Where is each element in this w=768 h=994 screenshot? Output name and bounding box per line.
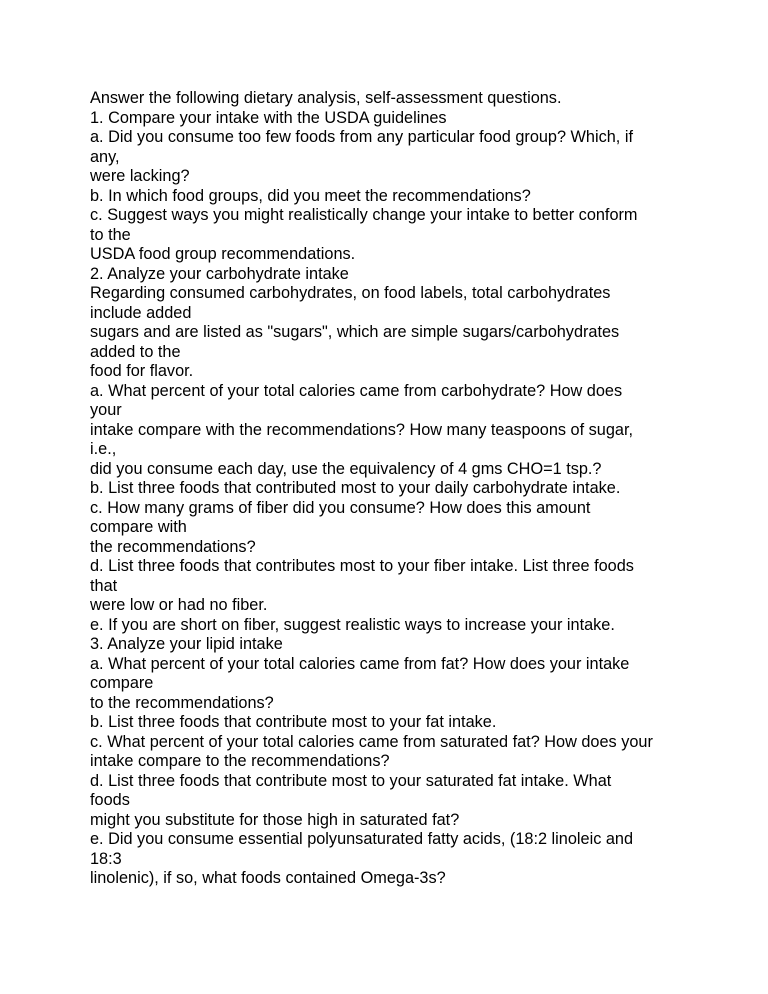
- question-2a-cont: intake compare with the recommendations? How many teaspoons of sugar,: [90, 420, 633, 439]
- question-3e-cont: 18:3: [90, 849, 122, 868]
- question-2c: c. How many grams of fiber did you consume? How does this amount: [90, 498, 591, 517]
- question-3e-cont: linolenic), if so, what foods contained Omega-3s?: [90, 869, 446, 887]
- question-3a-cont: to the recommendations?: [90, 693, 274, 712]
- question-3c: c. What percent of your total calories came from saturated fat? How does your: [90, 732, 653, 751]
- question-2a-cont: your: [90, 401, 122, 419]
- question-1c-cont: USDA food group recommendations.: [90, 245, 356, 263]
- question-3d-cont: foods: [90, 791, 130, 809]
- question-2d-cont: that: [90, 576, 118, 595]
- question-2a: a. What percent of your total calories came from carbohydrate? How does: [90, 381, 623, 400]
- question-3c-cont: intake compare to the recommendations?: [90, 752, 390, 770]
- intro-instruction: Answer the following dietary analysis, self-assessment questions.: [90, 89, 562, 107]
- question-2b: b. List three foods that contributed most to your daily carbohydrate intake.: [90, 479, 621, 497]
- question-3d: d. List three foods that contribute most to your saturated fat intake. What: [90, 771, 612, 790]
- question-1c-cont: to the: [90, 225, 131, 244]
- question-1c: c. Suggest ways you might realistically change your intake to better conform: [90, 206, 638, 224]
- question-1a-cont: any,: [90, 147, 120, 166]
- question-2e: e. If you are short on fiber, suggest realistic ways to increase your intake.: [90, 615, 615, 634]
- question-2d: d. List three foods that contributes most to your fiber intake. List three foods: [90, 557, 634, 575]
- question-2c-cont: the recommendations?: [90, 537, 256, 556]
- question-2d-cont: were low or had no fiber.: [90, 596, 268, 614]
- section-3-heading: 3. Analyze your lipid intake: [90, 635, 283, 653]
- section-2-note-cont: added to the: [90, 342, 181, 361]
- section-2-note-cont: food for flavor.: [90, 362, 194, 380]
- section-1-heading: 1. Compare your intake with the USDA guidelines: [90, 108, 447, 127]
- question-2a-cont: did you consume each day, use the equivalency of 4 gms CHO=1 tsp.?: [90, 459, 602, 478]
- question-1b: b. In which food groups, did you meet the recommendations?: [90, 186, 531, 205]
- question-1a-cont: were lacking?: [90, 167, 190, 185]
- document-page: [90, 89, 730, 889]
- question-2c-cont: compare with: [90, 518, 187, 536]
- question-3d-cont: might you substitute for those high in saturated fat?: [90, 810, 460, 829]
- question-3a-cont: compare: [90, 674, 154, 692]
- section-2-note: Regarding consumed carbohydrates, on food labels, total carbohydrates: [90, 284, 611, 302]
- question-1a: a. Did you consume too few foods from any particular food group? Which, if: [90, 128, 633, 146]
- question-3a: a. What percent of your total calories came from fat? How does your intake: [90, 654, 630, 673]
- section-2-note-cont: sugars and are listed as "sugars", which are simple sugars/carbohydrates: [90, 323, 620, 341]
- question-3e: e. Did you consume essential polyunsaturated fatty acids, (18:2 linoleic and: [90, 830, 634, 848]
- section-2-note-cont: include added: [90, 303, 192, 322]
- question-3b: b. List three foods that contribute most to your fat intake.: [90, 713, 497, 731]
- section-2-heading: 2. Analyze your carbohydrate intake: [90, 264, 349, 283]
- question-2a-cont: i.e.,: [90, 440, 117, 458]
